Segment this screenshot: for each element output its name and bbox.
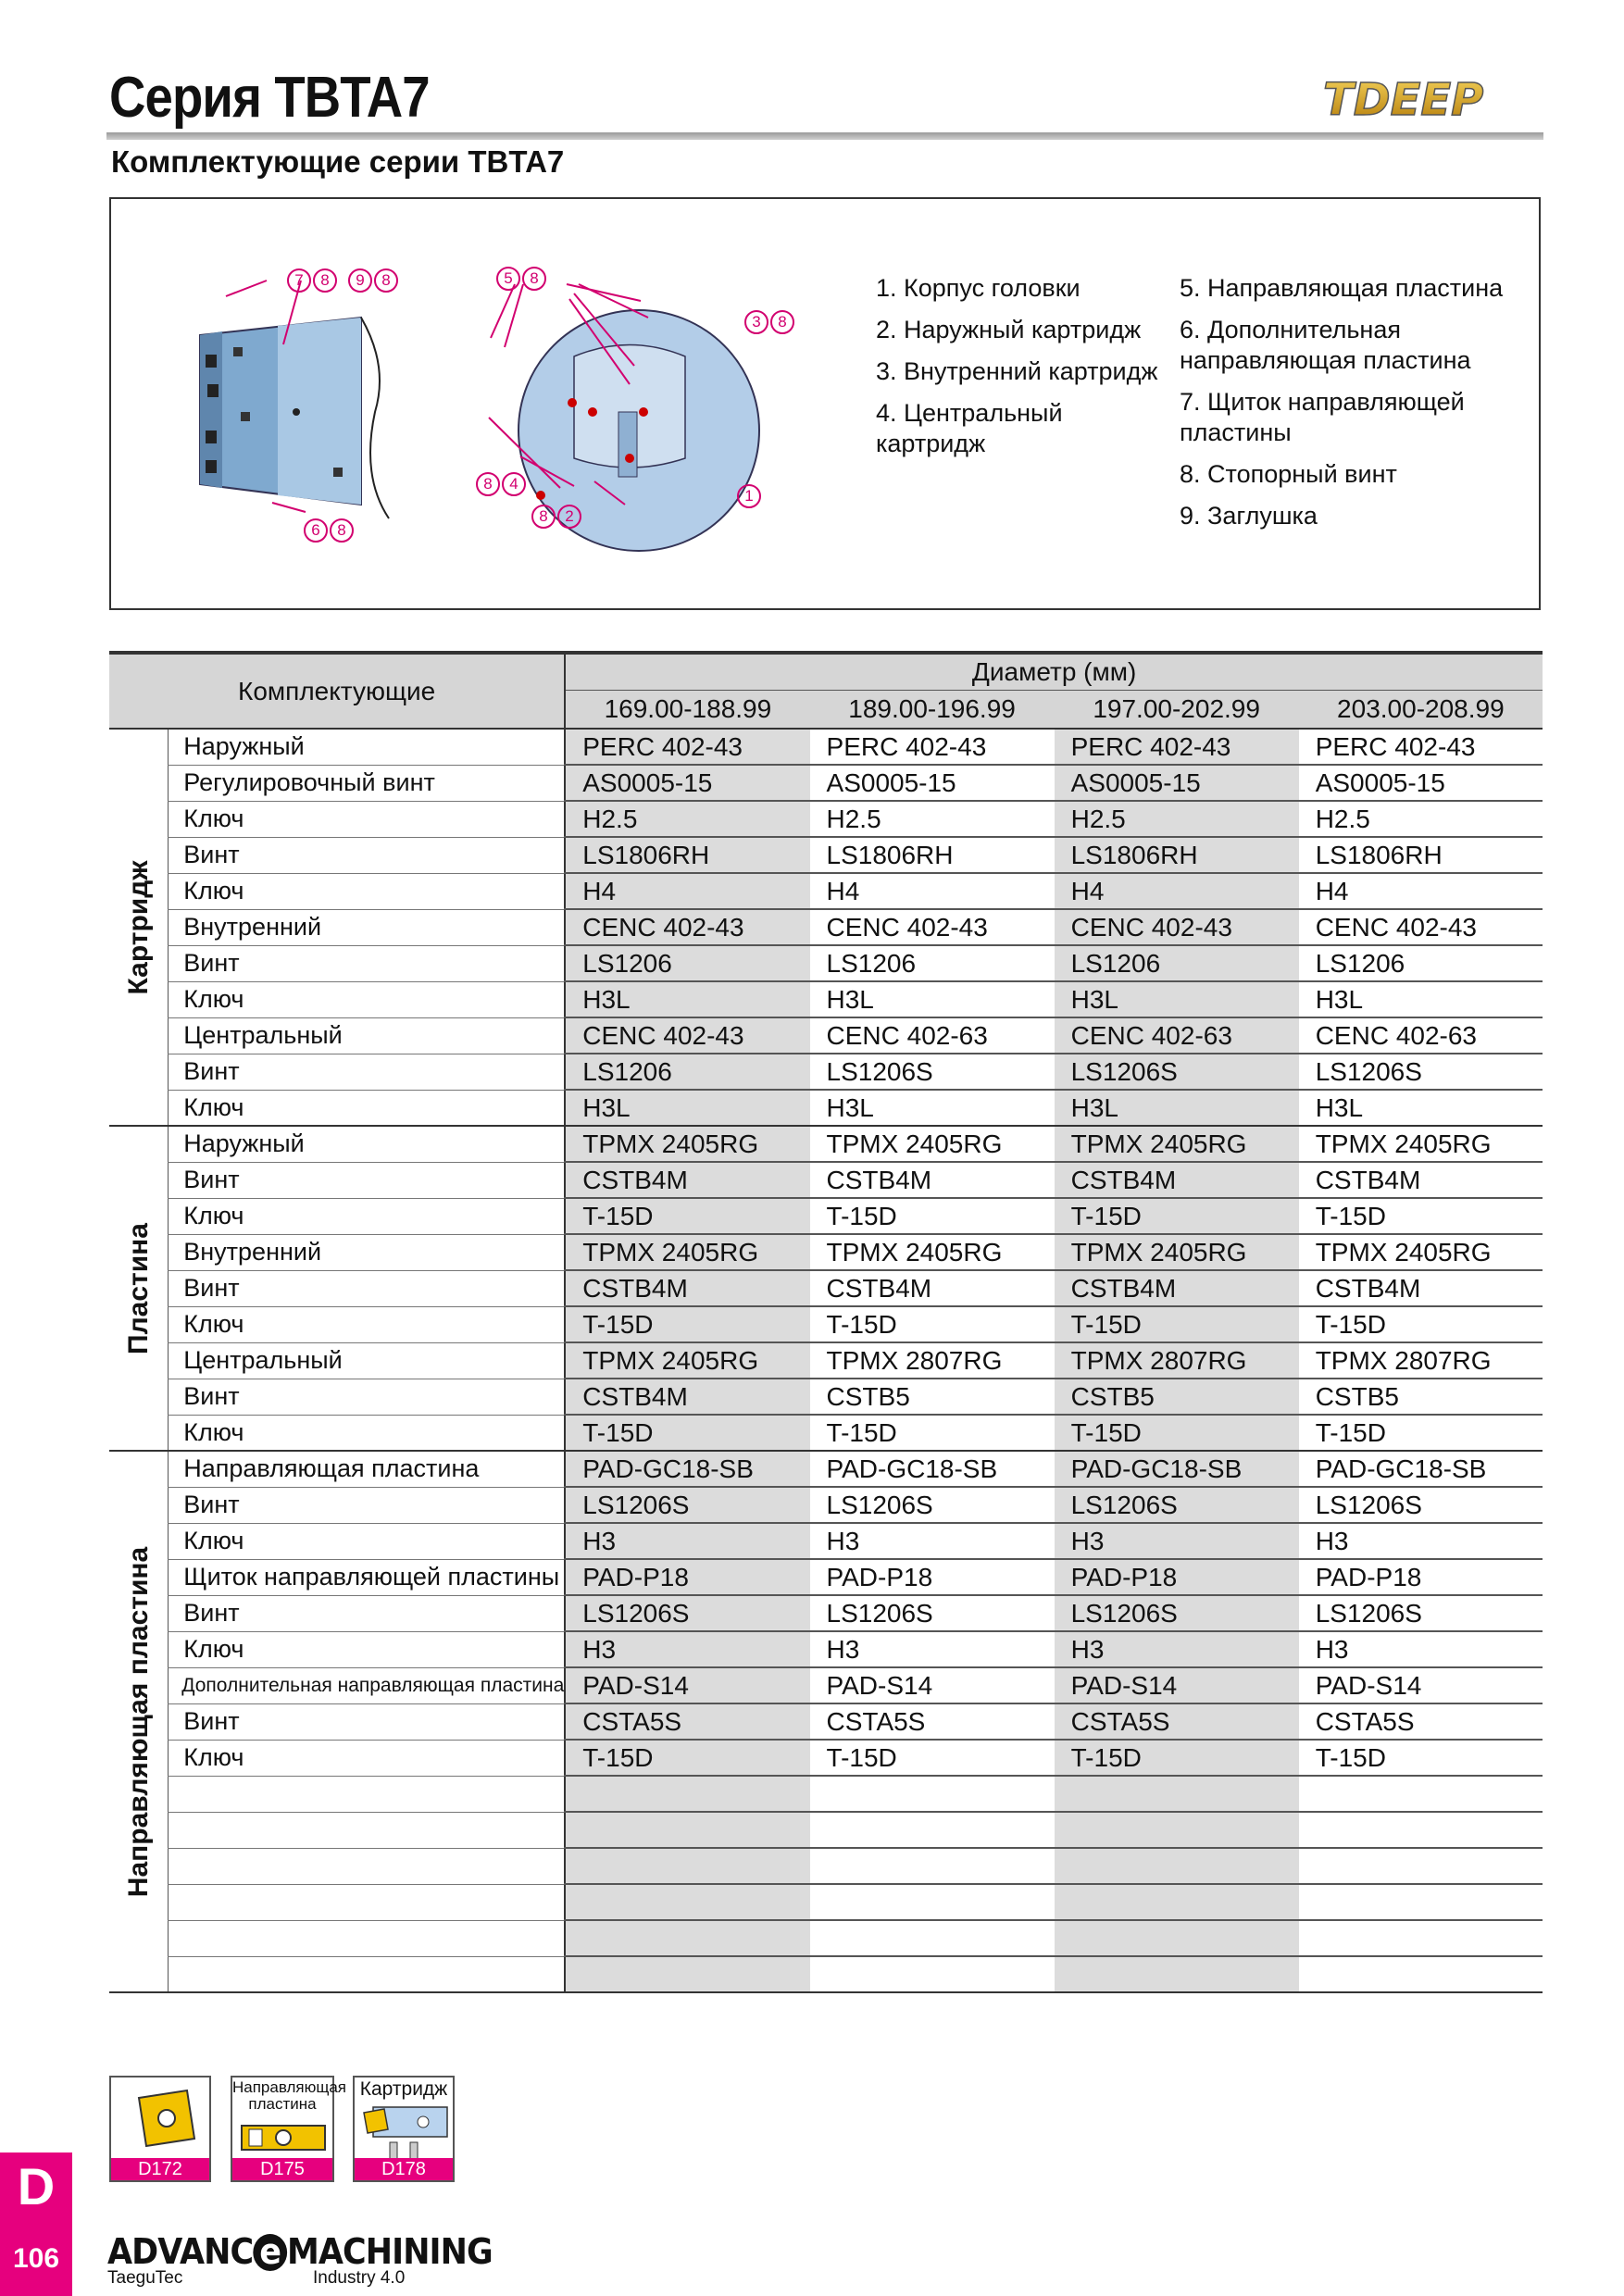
table-row bbox=[109, 1451, 1543, 1487]
table-row bbox=[109, 1812, 1543, 1848]
part-code-cell bbox=[565, 1812, 809, 1848]
part-code-cell: T-15D bbox=[565, 1306, 809, 1342]
part-code-cell: H3 bbox=[565, 1523, 809, 1559]
part-code-cell: H3 bbox=[1055, 1631, 1299, 1667]
thumbnail-pad[interactable] bbox=[231, 2076, 347, 2182]
callout-9-8 bbox=[348, 268, 398, 293]
range-header: 169.00-188.99 bbox=[565, 690, 809, 729]
brand-wordmark bbox=[107, 2231, 493, 2272]
legend-right bbox=[1180, 273, 1531, 543]
part-code-cell: PAD-S14 bbox=[1299, 1667, 1543, 1703]
component-name: Центральный bbox=[169, 1342, 566, 1379]
component-name: Ключ bbox=[169, 1740, 566, 1776]
component-name bbox=[169, 1812, 566, 1848]
part-code-cell: LS1806RH bbox=[1299, 837, 1543, 873]
brand-right: MACHINING bbox=[287, 2231, 493, 2272]
part-code-cell bbox=[1299, 1956, 1543, 1992]
part-code-cell: PAD-P18 bbox=[1299, 1559, 1543, 1595]
part-code-cell: PAD-GC18-SB bbox=[1055, 1451, 1299, 1487]
group-label-cell bbox=[109, 729, 169, 1126]
callout-number: 8 bbox=[374, 268, 398, 293]
table-row bbox=[109, 1740, 1543, 1776]
part-code-cell: CSTB4M bbox=[565, 1270, 809, 1306]
table-row bbox=[109, 837, 1543, 873]
brand-company: TaeguTec bbox=[107, 2268, 183, 2288]
logo-text: TDEEP bbox=[1323, 74, 1484, 124]
callout-number: 1 bbox=[737, 484, 761, 508]
table-row bbox=[109, 981, 1543, 1017]
part-code-cell: CSTB4M bbox=[810, 1162, 1055, 1198]
part-code-cell bbox=[1299, 1920, 1543, 1956]
group-label-cell bbox=[109, 1126, 169, 1451]
table-row bbox=[109, 1126, 1543, 1162]
component-name: Наружный bbox=[169, 729, 566, 765]
component-name bbox=[169, 1776, 566, 1812]
part-code-cell: TPMX 2405RG bbox=[565, 1342, 809, 1379]
component-name: Винт bbox=[169, 945, 566, 981]
table-row bbox=[109, 1703, 1543, 1740]
part-code-cell: TPMX 2405RG bbox=[1299, 1126, 1543, 1162]
part-code-cell: T-15D bbox=[565, 1740, 809, 1776]
part-code-cell: H3L bbox=[1299, 981, 1543, 1017]
callout-1 bbox=[737, 484, 761, 508]
callout-number: 4 bbox=[502, 472, 526, 496]
table-row bbox=[109, 1234, 1543, 1270]
callout-number: 8 bbox=[313, 268, 337, 293]
callout-number: 9 bbox=[348, 268, 372, 293]
part-code-cell: T-15D bbox=[1299, 1198, 1543, 1234]
part-code-cell: TPMX 2405RG bbox=[810, 1126, 1055, 1162]
callout-number: 2 bbox=[557, 505, 581, 529]
component-name: Наружный bbox=[169, 1126, 566, 1162]
part-code-cell: TPMX 2405RG bbox=[810, 1234, 1055, 1270]
part-code-cell: PAD-GC18-SB bbox=[565, 1451, 809, 1487]
component-name: Центральный bbox=[169, 1017, 566, 1054]
component-name: Винт bbox=[169, 1162, 566, 1198]
part-code-cell: PERC 402-43 bbox=[565, 729, 809, 765]
callout-number: 7 bbox=[287, 268, 311, 293]
part-code-cell: TPMX 2405RG bbox=[1055, 1126, 1299, 1162]
component-name: Винт bbox=[169, 1487, 566, 1523]
part-code-cell: CSTA5S bbox=[565, 1703, 809, 1740]
thumbnail-cartridge[interactable] bbox=[353, 2076, 455, 2182]
part-code-cell: LS1206S bbox=[1055, 1487, 1299, 1523]
part-code-cell: PAD-P18 bbox=[1055, 1559, 1299, 1595]
part-code-cell: LS1206S bbox=[810, 1487, 1055, 1523]
part-code-cell: CSTB5 bbox=[810, 1379, 1055, 1415]
part-code-cell: H3L bbox=[1055, 981, 1299, 1017]
part-code-cell: H4 bbox=[1299, 873, 1543, 909]
part-code-cell: H3 bbox=[810, 1523, 1055, 1559]
part-code-cell bbox=[810, 1812, 1055, 1848]
part-code-cell: AS0005-15 bbox=[810, 765, 1055, 801]
part-code-cell: PERC 402-43 bbox=[810, 729, 1055, 765]
part-code-cell: TPMX 2405RG bbox=[565, 1126, 809, 1162]
table-row bbox=[109, 1559, 1543, 1595]
part-code-cell: LS1806RH bbox=[565, 837, 809, 873]
component-name: Ключ bbox=[169, 981, 566, 1017]
table-row bbox=[109, 1956, 1543, 1992]
part-code-cell: CSTB5 bbox=[1055, 1379, 1299, 1415]
table-row bbox=[109, 1270, 1543, 1306]
group-label: Пластина bbox=[122, 1222, 154, 1354]
component-name: Винт bbox=[169, 1379, 566, 1415]
table-row bbox=[109, 1487, 1543, 1523]
component-name: Регулировочный винт bbox=[169, 765, 566, 801]
table-row bbox=[109, 1379, 1543, 1415]
part-code-cell: CSTA5S bbox=[1299, 1703, 1543, 1740]
part-code-cell: PAD-GC18-SB bbox=[810, 1451, 1055, 1487]
section-tab bbox=[0, 2152, 72, 2296]
part-code-cell: PAD-P18 bbox=[810, 1559, 1055, 1595]
part-code-cell: PAD-GC18-SB bbox=[1299, 1451, 1543, 1487]
part-code-cell: H3 bbox=[1299, 1523, 1543, 1559]
section-letter: D bbox=[17, 2157, 56, 2215]
part-code-cell: H2.5 bbox=[1299, 801, 1543, 837]
part-code-cell: T-15D bbox=[810, 1740, 1055, 1776]
part-code-cell: H2.5 bbox=[1055, 801, 1299, 837]
part-code-cell: PAD-S14 bbox=[810, 1667, 1055, 1703]
table-row bbox=[109, 945, 1543, 981]
callout-7-8 bbox=[287, 268, 337, 293]
table-row bbox=[109, 1306, 1543, 1342]
part-code-cell: CSTB4M bbox=[810, 1270, 1055, 1306]
brand-logo bbox=[107, 2231, 526, 2288]
component-name: Ключ bbox=[169, 1523, 566, 1559]
part-code-cell: CSTB4M bbox=[565, 1162, 809, 1198]
component-name: Винт bbox=[169, 1270, 566, 1306]
part-code-cell: H3L bbox=[565, 981, 809, 1017]
thumbnail-caption: Направляющая пластина bbox=[232, 2078, 347, 2113]
insert-icon bbox=[113, 2081, 211, 2161]
part-code-cell: CSTA5S bbox=[810, 1703, 1055, 1740]
part-code-cell: PAD-P18 bbox=[565, 1559, 809, 1595]
legend-left bbox=[876, 273, 1172, 470]
tdeep-logo bbox=[1319, 72, 1542, 124]
part-code-cell bbox=[1055, 1884, 1299, 1920]
table-row bbox=[109, 1631, 1543, 1667]
part-code-cell: TPMX 2807RG bbox=[1055, 1342, 1299, 1379]
part-code-cell bbox=[810, 1884, 1055, 1920]
legend-item: 4. Центральный картридж bbox=[876, 398, 1063, 457]
part-code-cell: T-15D bbox=[810, 1415, 1055, 1451]
part-code-cell bbox=[1055, 1812, 1299, 1848]
callout-number: 8 bbox=[531, 505, 556, 529]
callout-6-8 bbox=[304, 518, 354, 543]
part-code-cell: H3L bbox=[1055, 1090, 1299, 1126]
range-header: 197.00-202.99 bbox=[1055, 690, 1299, 729]
part-code-cell: H4 bbox=[565, 873, 809, 909]
callout-8-2 bbox=[531, 505, 581, 529]
thumbnail-ref: D178 bbox=[355, 2158, 453, 2180]
part-code-cell bbox=[810, 1776, 1055, 1812]
brand-e: e bbox=[253, 2234, 287, 2271]
callout-number: 6 bbox=[304, 518, 328, 543]
part-code-cell: TPMX 2405RG bbox=[1055, 1234, 1299, 1270]
table-row bbox=[109, 1523, 1543, 1559]
part-code-cell bbox=[1299, 1884, 1543, 1920]
part-code-cell: CSTB4M bbox=[1299, 1270, 1543, 1306]
part-code-cell: LS1206S bbox=[1299, 1595, 1543, 1631]
table-row bbox=[109, 1017, 1543, 1054]
legend-item: 2. Наружный картридж bbox=[876, 315, 1142, 343]
part-code-cell bbox=[810, 1848, 1055, 1884]
component-name: Щиток направляющей пластины bbox=[169, 1559, 566, 1595]
side-view bbox=[200, 318, 389, 518]
component-name bbox=[169, 1884, 566, 1920]
part-code-cell: TPMX 2807RG bbox=[810, 1342, 1055, 1379]
table-row bbox=[109, 1667, 1543, 1703]
part-code-cell bbox=[1299, 1812, 1543, 1848]
part-code-cell: H3 bbox=[565, 1631, 809, 1667]
part-code-cell bbox=[565, 1848, 809, 1884]
table-row bbox=[109, 1848, 1543, 1884]
table-row bbox=[109, 1342, 1543, 1379]
brand-tagline: Industry 4.0 bbox=[313, 2268, 406, 2288]
component-name: Винт bbox=[169, 1595, 566, 1631]
component-name: Ключ bbox=[169, 1306, 566, 1342]
part-code-cell: CENC 402-43 bbox=[1299, 909, 1543, 945]
part-code-cell: PERC 402-43 bbox=[1299, 729, 1543, 765]
component-name: Ключ bbox=[169, 1090, 566, 1126]
component-name: Направляющая пластина bbox=[169, 1451, 566, 1487]
callout-number: 8 bbox=[522, 267, 546, 291]
thumbnail-insert[interactable] bbox=[109, 2076, 211, 2182]
table-row bbox=[109, 1776, 1543, 1812]
range-header: 189.00-196.99 bbox=[810, 690, 1055, 729]
part-code-cell: H4 bbox=[810, 873, 1055, 909]
callout-5-8 bbox=[496, 267, 546, 291]
diameter-header: Диаметр (мм) bbox=[565, 653, 1543, 690]
legend-item: 3. Внутренний картридж bbox=[876, 356, 1158, 385]
callout-number: 8 bbox=[476, 472, 500, 496]
component-name: Внутренний bbox=[169, 909, 566, 945]
part-code-cell: H2.5 bbox=[810, 801, 1055, 837]
component-name: Ключ bbox=[169, 873, 566, 909]
part-code-cell: T-15D bbox=[1055, 1415, 1299, 1451]
component-name: Внутренний bbox=[169, 1234, 566, 1270]
group-label: Картридж bbox=[122, 859, 154, 995]
part-code-cell: LS1806RH bbox=[1055, 837, 1299, 873]
callout-8-4 bbox=[476, 472, 526, 496]
component-name: Дополнительная направляющая пластина bbox=[169, 1667, 566, 1703]
thumbnail-ref: D175 bbox=[232, 2158, 332, 2180]
part-code-cell: CENC 402-43 bbox=[565, 1017, 809, 1054]
legend-item: 7. Щиток направляющей пластины bbox=[1180, 387, 1465, 446]
part-code-cell: T-15D bbox=[1055, 1306, 1299, 1342]
part-code-cell: PAD-S14 bbox=[565, 1667, 809, 1703]
table-row bbox=[109, 909, 1543, 945]
part-code-cell: T-15D bbox=[810, 1198, 1055, 1234]
thumbnail-caption: Картридж bbox=[359, 2078, 448, 2100]
part-code-cell bbox=[1299, 1848, 1543, 1884]
component-name bbox=[169, 1956, 566, 1992]
part-code-cell: LS1206S bbox=[810, 1595, 1055, 1631]
part-code-cell: T-15D bbox=[1299, 1415, 1543, 1451]
pad-icon bbox=[234, 2120, 332, 2157]
part-code-cell: CSTA5S bbox=[1055, 1703, 1299, 1740]
part-code-cell: LS1206S bbox=[1055, 1054, 1299, 1090]
part-code-cell: LS1206 bbox=[1055, 945, 1299, 981]
part-code-cell: T-15D bbox=[1299, 1740, 1543, 1776]
table-row bbox=[109, 1415, 1543, 1451]
part-code-cell: LS1206S bbox=[565, 1595, 809, 1631]
legend-item: 6. Дополнительная направляющая пластина bbox=[1180, 315, 1471, 374]
part-code-cell: PAD-S14 bbox=[1055, 1667, 1299, 1703]
component-name: Винт bbox=[169, 837, 566, 873]
component-name bbox=[169, 1848, 566, 1884]
legend-item: 9. Заглушка bbox=[1180, 501, 1318, 530]
part-code-cell: CENC 402-63 bbox=[1055, 1017, 1299, 1054]
part-code-cell bbox=[1055, 1920, 1299, 1956]
part-code-cell: LS1206S bbox=[1055, 1595, 1299, 1631]
table-row bbox=[109, 1162, 1543, 1198]
part-code-cell bbox=[565, 1956, 809, 1992]
part-code-cell: CSTB4M bbox=[565, 1379, 809, 1415]
figure-box bbox=[109, 197, 1541, 610]
part-code-cell: T-15D bbox=[1055, 1740, 1299, 1776]
page-title: Серия TBTA7 bbox=[109, 66, 430, 130]
part-code-cell: CSTB4M bbox=[1299, 1162, 1543, 1198]
part-code-cell: H3L bbox=[810, 981, 1055, 1017]
part-code-cell bbox=[1299, 1776, 1543, 1812]
callout-number: 8 bbox=[330, 518, 354, 543]
part-code-cell: H3L bbox=[565, 1090, 809, 1126]
part-code-cell bbox=[565, 1920, 809, 1956]
part-code-cell: LS1206 bbox=[1299, 945, 1543, 981]
part-code-cell: AS0005-15 bbox=[1055, 765, 1299, 801]
part-code-cell bbox=[1055, 1956, 1299, 1992]
part-code-cell: T-15D bbox=[810, 1306, 1055, 1342]
range-header: 203.00-208.99 bbox=[1299, 690, 1543, 729]
page-subtitle: Комплектующие серии TBTA7 bbox=[111, 144, 565, 179]
part-code-cell: H3L bbox=[1299, 1090, 1543, 1126]
part-code-cell: LS1206 bbox=[565, 1054, 809, 1090]
components-table bbox=[109, 651, 1543, 1993]
part-code-cell: CENC 402-63 bbox=[1299, 1017, 1543, 1054]
part-code-cell: PERC 402-43 bbox=[1055, 729, 1299, 765]
part-code-cell: TPMX 2807RG bbox=[1299, 1342, 1543, 1379]
part-code-cell: CSTB4M bbox=[1055, 1162, 1299, 1198]
part-code-cell: CENC 402-43 bbox=[1055, 909, 1299, 945]
part-code-cell bbox=[565, 1884, 809, 1920]
part-code-cell: AS0005-15 bbox=[565, 765, 809, 801]
callout-number: 3 bbox=[744, 310, 768, 334]
part-code-cell: TPMX 2405RG bbox=[565, 1234, 809, 1270]
callout-3-8 bbox=[744, 310, 794, 334]
thumbnail-ref: D172 bbox=[111, 2158, 209, 2180]
callout-number: 5 bbox=[496, 267, 520, 291]
table-row bbox=[109, 729, 1543, 765]
part-code-cell: LS1206S bbox=[1299, 1054, 1543, 1090]
part-code-cell bbox=[810, 1920, 1055, 1956]
table-row bbox=[109, 873, 1543, 909]
part-code-cell: LS1806RH bbox=[810, 837, 1055, 873]
legend-item: 1. Корпус головки bbox=[876, 274, 1081, 302]
table-body bbox=[109, 729, 1543, 1992]
component-name: Ключ bbox=[169, 1198, 566, 1234]
part-code-cell bbox=[1055, 1848, 1299, 1884]
part-code-cell: T-15D bbox=[1299, 1306, 1543, 1342]
part-code-cell: TPMX 2405RG bbox=[1299, 1234, 1543, 1270]
table-row bbox=[109, 1090, 1543, 1126]
part-code-cell: H2.5 bbox=[565, 801, 809, 837]
part-code-cell: T-15D bbox=[1055, 1198, 1299, 1234]
table-row bbox=[109, 1198, 1543, 1234]
table-row bbox=[109, 1054, 1543, 1090]
part-code-cell: LS1206S bbox=[1299, 1487, 1543, 1523]
callout-number: 8 bbox=[770, 310, 794, 334]
part-code-cell: LS1206 bbox=[565, 945, 809, 981]
part-code-cell: H3L bbox=[810, 1090, 1055, 1126]
part-code-cell: AS0005-15 bbox=[1299, 765, 1543, 801]
part-code-cell: CSTB4M bbox=[1055, 1270, 1299, 1306]
group-label-cell bbox=[109, 1451, 169, 1992]
group-label: Направляющая пластина bbox=[122, 1546, 154, 1897]
part-code-cell bbox=[1055, 1776, 1299, 1812]
table-row bbox=[109, 1595, 1543, 1631]
part-code-cell: H4 bbox=[1055, 873, 1299, 909]
table-row bbox=[109, 765, 1543, 801]
part-code-cell: H3 bbox=[1055, 1523, 1299, 1559]
part-code-cell: T-15D bbox=[565, 1198, 809, 1234]
cartridge-icon bbox=[356, 2102, 455, 2163]
part-code-cell: CENC 402-63 bbox=[810, 1017, 1055, 1054]
component-name: Ключ bbox=[169, 801, 566, 837]
legend-item: 5. Направляющая пластина bbox=[1180, 274, 1504, 302]
table-row bbox=[109, 1920, 1543, 1956]
table-row bbox=[109, 1884, 1543, 1920]
part-code-cell: H3 bbox=[810, 1631, 1055, 1667]
part-code-cell: H3 bbox=[1299, 1631, 1543, 1667]
brand-left: ADVANC bbox=[107, 2231, 254, 2272]
legend-item: 8. Стопорный винт bbox=[1180, 459, 1397, 488]
component-header: Комплектующие bbox=[109, 653, 565, 729]
part-code-cell: CSTB5 bbox=[1299, 1379, 1543, 1415]
part-code-cell: T-15D bbox=[565, 1415, 809, 1451]
part-code-cell: LS1206S bbox=[810, 1054, 1055, 1090]
component-name: Винт bbox=[169, 1703, 566, 1740]
page-number: 106 bbox=[12, 2243, 60, 2274]
part-code-cell: LS1206S bbox=[565, 1487, 809, 1523]
part-code-cell: CENC 402-43 bbox=[565, 909, 809, 945]
component-name: Ключ bbox=[169, 1631, 566, 1667]
component-name: Ключ bbox=[169, 1415, 566, 1451]
component-name: Винт bbox=[169, 1054, 566, 1090]
table-row bbox=[109, 801, 1543, 837]
header-rule bbox=[106, 132, 1543, 140]
part-code-cell bbox=[810, 1956, 1055, 1992]
part-code-cell: CENC 402-43 bbox=[810, 909, 1055, 945]
part-code-cell: LS1206 bbox=[810, 945, 1055, 981]
part-code-cell bbox=[565, 1776, 809, 1812]
component-name bbox=[169, 1920, 566, 1956]
table-header-row bbox=[109, 653, 1543, 690]
